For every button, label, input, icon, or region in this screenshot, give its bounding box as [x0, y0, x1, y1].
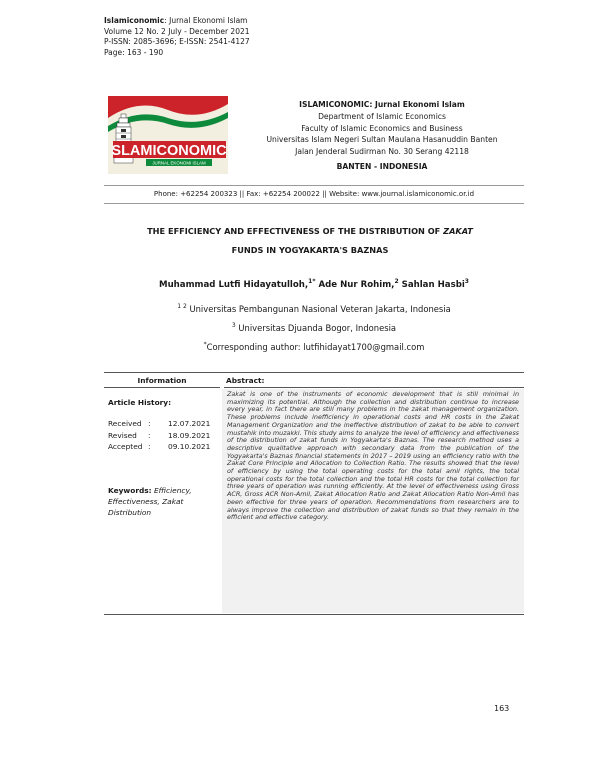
- affiliation-1: [104, 303, 524, 314]
- article-title: [110, 222, 510, 260]
- history-sep: :: [148, 430, 151, 440]
- history-date: 09.10.2021: [168, 442, 211, 451]
- journal-logo: [108, 96, 228, 174]
- publisher-department: Department of Islamic Economics: [318, 111, 446, 121]
- history-label: Received: [108, 419, 142, 428]
- history-label: Accepted: [108, 442, 143, 451]
- contact-rule-bottom: [104, 203, 524, 204]
- keywords-text: Efficiency, Effectiveness, Zakat Distribution: [108, 486, 192, 517]
- author-2: Ade Nur Rohim,: [318, 279, 395, 290]
- table-rule-bottom: [104, 614, 524, 615]
- title-prefix: THE EFFICIENCY AND EFFECTIVENESS OF THE DISTRIBUTION OF: [147, 226, 444, 236]
- corresponding-text: Corresponding author: lutfihidayat1700@gmail.com: [206, 341, 425, 352]
- volume-line: Volume 12 No. 2 July - December 2021: [104, 26, 250, 36]
- publisher-block: [232, 99, 532, 173]
- title-line-1: [110, 222, 510, 241]
- corresponding-sup: *: [203, 341, 207, 348]
- page-number: 163: [494, 704, 510, 713]
- author-1: Muhammad Lutfi Hidayatulloh,: [159, 279, 309, 290]
- title-line-2: FUNDS IN YOGYAKARTA'S BAZNAS: [231, 245, 389, 255]
- running-header: [104, 16, 250, 58]
- journal-name: Islamiconomic: [104, 16, 165, 25]
- affiliation-2-sup: 3: [231, 322, 236, 329]
- contact-line: Phone: +62254 200323 || Fax: +62254 200022 || Website: www.journal.islamiconomic.or.id: [153, 190, 475, 198]
- contact-rule-top: [104, 185, 524, 186]
- information-heading: Information: [137, 376, 187, 385]
- history-date: 18.09.2021: [168, 430, 211, 440]
- history-row: [108, 418, 210, 430]
- table-rule-info: [104, 387, 220, 388]
- publisher-street: Jalan Jenderal Sudirman No. 30 Serang 42118: [295, 147, 469, 157]
- history-row: [108, 441, 210, 453]
- title-italic: ZAKAT: [443, 226, 473, 236]
- logo-wordmark: SLAMICONOMIC: [111, 143, 227, 159]
- history-sep: :: [148, 442, 151, 451]
- article-history-heading: Article History:: [108, 398, 172, 407]
- corresponding-author: [104, 341, 524, 352]
- publisher-region: BANTEN - INDONESIA: [336, 161, 428, 171]
- affiliation-2-text: Universitas Djuanda Bogor, Indonesia: [238, 322, 397, 333]
- logo-subtitle: JURNAL EKONOMI ISLAM: [152, 160, 206, 166]
- history-sep: :: [148, 419, 151, 428]
- publisher-journal: ISLAMICONOMIC: Jurnal Ekonomi Islam: [299, 100, 465, 109]
- publisher-faculty: Faculty of Islamic Economics and Business: [301, 123, 463, 133]
- abstract-heading: Abstract:: [226, 376, 265, 385]
- author-2-sup: 2: [394, 278, 399, 285]
- history-date: 12.07.2021: [168, 419, 211, 428]
- author-3: Sahlan Hasbi: [401, 279, 465, 290]
- journal-line: Islamiconomic: Jurnal Ekonomi Islam: [104, 16, 248, 25]
- publisher-university: Universitas Islam Negeri Sultan Maulana Hasanuddin Banten: [266, 135, 498, 145]
- history-label: Revised: [108, 430, 137, 440]
- keywords: [108, 485, 218, 518]
- author-1-sup: 1*: [308, 278, 316, 285]
- pages-line: Page: 163 - 190: [104, 47, 164, 57]
- issn-line: P-ISSN: 2085-3696; E-ISSN: 2541-4127: [104, 37, 250, 46]
- keywords-label: Keywords:: [108, 486, 152, 495]
- history-row: [108, 430, 210, 442]
- table-rule-top: [104, 372, 524, 373]
- author-list: [104, 278, 524, 290]
- affiliation-1-sup: 1 2: [177, 303, 187, 310]
- affiliation-2: [104, 322, 524, 333]
- journal-subtitle: Jurnal Ekonomi Islam: [169, 16, 248, 25]
- abstract-text: Zakat is one of the instruments of economic development that is still minimal in maximizing its potential. Although the collection and distribution continue to increase every year, in fact there are still many problems in the zakat management organization. These problems include inefficiency in operational costs and HR costs in the Zakat Management Organization and the ineffective distribution of zakat to be able to convert mustahik into muzakki. This study aims to analyze the level of efficiency and effectiveness of the distribution of zakat funds in Yogyakarta's Baznas. The research method uses a descriptive qualitative approach with secondary data from the publication of the Yogyakarta's Baznas financial statements in 2017 – 2019 using an efficiency ratio with the Zakat Core Principle and Allocation to Collection Ratio. The results showed that the level of efficiency by using the total operating costs for the total amil rights, the total operational costs for the total collection and the total HR costs for the total collection for three years of operation was running efficiently. At the level of effectiveness using Gross ACR, Gross ACR Non-Amil, Zakat Allocation Ratio and Zakat Allocation Ratio Non-Amil has been effective for three years of operation. Recommendations from researchers are to always improve the collection and distribution of zakat funds so that they remain in the efficient and effective category.: [227, 390, 519, 522]
- article-history-table: [108, 418, 210, 453]
- affiliation-1-text: Universitas Pembangunan Nasional Veteran Jakarta, Indonesia: [189, 303, 451, 314]
- table-rule-abstract: [224, 387, 524, 388]
- author-3-sup: 3: [464, 278, 469, 285]
